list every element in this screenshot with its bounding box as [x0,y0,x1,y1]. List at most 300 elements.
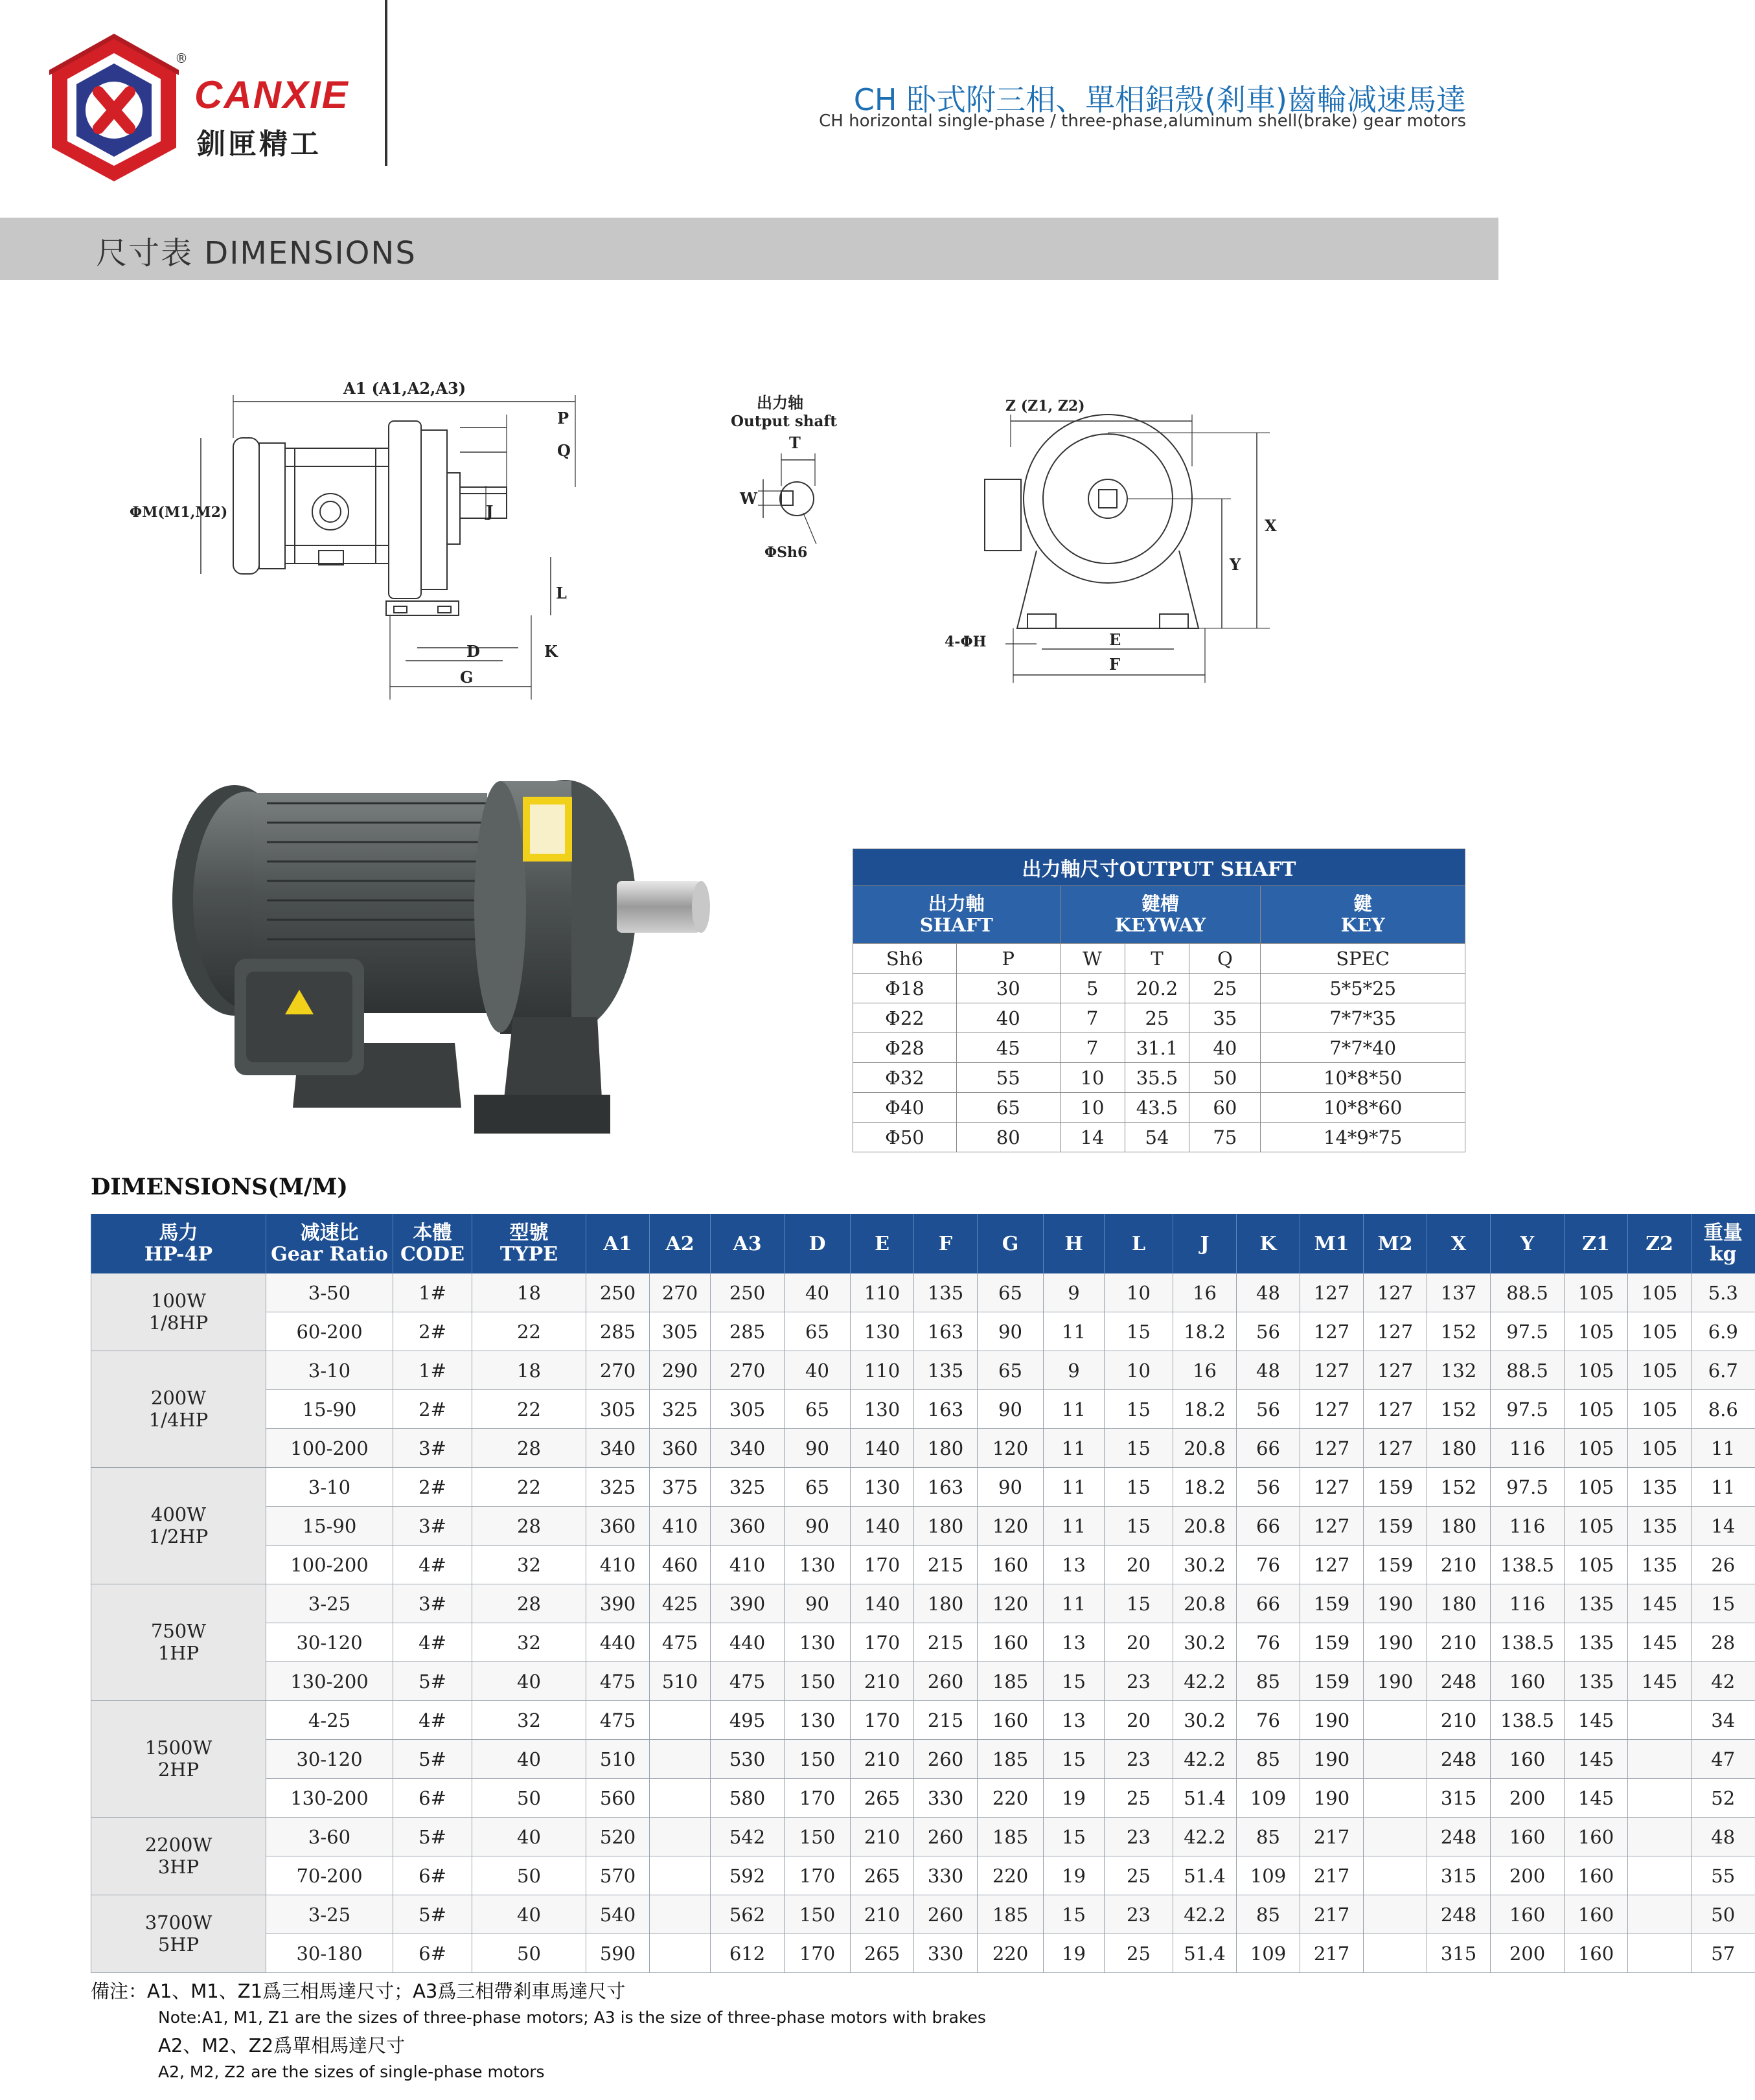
dimensions-cell: 40 [472,1818,586,1856]
dimensions-cell: 20 [1105,1701,1173,1740]
power-cell: 2200W 3HP [91,1818,266,1895]
dimensions-cell: 32 [472,1623,586,1662]
dimensions-cell: 325 [711,1468,785,1507]
power-cell: 1500W 2HP [91,1701,266,1818]
dimensions-cell: 190 [1300,1779,1364,1818]
dimensions-header-cell: 重量 kg [1692,1214,1755,1273]
dimensions-cell: 40 [472,1662,586,1701]
dimensions-cell: 130 [851,1390,914,1429]
dimensions-cell: 4# [393,1546,472,1584]
dimensions-cell: 97.5 [1491,1312,1565,1351]
dimensions-cell: 23 [1105,1662,1173,1701]
dimensions-cell: 9 [1044,1273,1105,1312]
dimensions-row [91,1818,1755,1856]
dimensions-cell: 18.2 [1173,1312,1237,1351]
dimensions-cell: 11 [1044,1507,1105,1546]
dimensions-cell: 137 [1427,1273,1491,1312]
dimensions-cell: 510 [650,1662,711,1701]
dimensions-cell: 325 [586,1468,650,1507]
power-cell: 750W 1HP [91,1584,266,1701]
dimensions-cell: 1# [393,1351,472,1390]
dimensions-cell: 110 [851,1273,914,1312]
dimensions-cell: 248 [1427,1895,1491,1934]
dimensions-cell: 200 [1491,1779,1565,1818]
dimensions-cell: 76 [1237,1701,1300,1740]
dimensions-cell: 105 [1628,1312,1692,1351]
dim-label-e: E [1109,630,1121,649]
dimensions-cell: 210 [1427,1623,1491,1662]
dimensions-header-cell: Z1 [1565,1214,1628,1273]
dimensions-cell: 217 [1300,1856,1364,1895]
dimensions-cell: 210 [851,1895,914,1934]
dim-label-k: K [544,642,558,661]
dimensions-cell: 105 [1628,1351,1692,1390]
dimensions-cell: 50 [472,1934,586,1973]
output-shaft-cell: 5 [1060,974,1125,1003]
dimensions-header-cell: K [1237,1214,1300,1273]
dimensions-cell: 163 [914,1312,978,1351]
dimensions-cell: 105 [1565,1546,1628,1584]
output-shaft-cell: 14*9*75 [1261,1123,1465,1152]
dimensions-cell: 190 [1364,1662,1427,1701]
output-shaft-cell: Φ28 [853,1033,957,1063]
dimensions-cell: 28 [472,1584,586,1623]
dimensions-cell: 48 [1237,1273,1300,1312]
dim-label-f: F [1109,655,1121,674]
dimensions-cell: 460 [650,1546,711,1584]
dimensions-cell: 410 [650,1507,711,1546]
dimensions-cell: 105 [1565,1507,1628,1546]
dimensions-cell: 248 [1427,1662,1491,1701]
dimensions-row [91,1390,1755,1429]
dimensions-cell: 30-120 [266,1623,393,1662]
dimensions-cell: 6# [393,1779,472,1818]
dimensions-cell: 127 [1300,1429,1364,1468]
dimensions-cell: 152 [1427,1468,1491,1507]
dimensions-cell: 48 [1237,1351,1300,1390]
dimensions-row [91,1273,1755,1312]
dimensions-row [91,1312,1755,1351]
dimensions-cell: 138.5 [1491,1623,1565,1662]
dimensions-cell: 42.2 [1173,1662,1237,1701]
dimensions-cell: 127 [1300,1468,1364,1507]
dimensions-row [91,1779,1755,1818]
dimensions-cell: 16 [1173,1273,1237,1312]
note-line-2: Note:A1, M1, Z1 are the sizes of three-phase motors; A3 is the size of three-phase motors with brakes [158,2008,986,2027]
dimensions-header-cell: A2 [650,1214,711,1273]
dimensions-cell: 265 [851,1856,914,1895]
dimensions-cell: 5# [393,1662,472,1701]
dimensions-cell: 127 [1300,1507,1364,1546]
output-shaft-cell: Φ50 [853,1123,957,1152]
dimensions-cell: 48 [1692,1818,1755,1856]
output-shaft-cell: 31.1 [1125,1033,1189,1063]
dimensions-cell: 70-200 [266,1856,393,1895]
dim-label-4h: 4-ΦH [945,633,987,650]
dimensions-cell: 475 [586,1701,650,1740]
dimensions-cell: 10 [1105,1351,1173,1390]
dimensions-cell: 65 [785,1312,851,1351]
output-shaft-cell: 7 [1060,1033,1125,1063]
dimensions-header-cell: M1 [1300,1214,1364,1273]
dimensions-cell: 11 [1044,1390,1105,1429]
output-shaft-column-header: SPEC [1261,944,1465,974]
dimensions-cell: 220 [978,1856,1044,1895]
dim-label-p: P [557,409,569,428]
dimensions-row [91,1468,1755,1507]
dimensions-cell: 65 [978,1273,1044,1312]
dimensions-cell: 390 [586,1584,650,1623]
dimensions-cell: 6# [393,1856,472,1895]
dimensions-cell: 55 [1692,1856,1755,1895]
dim-label-phi-m: ΦM(M1,M2) [130,504,228,521]
dimensions-cell: 185 [978,1662,1044,1701]
dimensions-cell: 160 [978,1701,1044,1740]
front-view-drawing [933,389,1296,687]
dimensions-cell: 250 [711,1273,785,1312]
dimensions-cell: 18 [472,1273,586,1312]
output-shaft-cell: 75 [1189,1123,1261,1152]
dimensions-cell: 42.2 [1173,1740,1237,1779]
dimensions-cell: 150 [785,1740,851,1779]
output-shaft-row [853,1093,1465,1123]
dimensions-cell: 50 [472,1779,586,1818]
motor-photo [150,771,733,1159]
dimensions-cell: 8.6 [1692,1390,1755,1429]
dimensions-cell: 11 [1692,1429,1755,1468]
dimensions-cell: 159 [1364,1507,1427,1546]
dimensions-cell: 440 [586,1623,650,1662]
output-shaft-cell: 10 [1060,1093,1125,1123]
dimensions-cell: 105 [1565,1429,1628,1468]
dimensions-cell: 42.2 [1173,1818,1237,1856]
dimensions-cell: 15 [1044,1895,1105,1934]
dimensions-cell: 150 [785,1662,851,1701]
brand-name: CANXIE [194,73,349,117]
dimensions-cell: 138.5 [1491,1701,1565,1740]
dimensions-cell: 90 [785,1507,851,1546]
output-shaft-cell: 10 [1060,1063,1125,1093]
group-keyway: 鍵槽 KEYWAY [1060,886,1261,944]
dimensions-cell: 127 [1364,1312,1427,1351]
section-title: 尺寸表 DIMENSIONS [96,235,417,271]
dimensions-cell [650,1701,711,1740]
dimensions-cell: 135 [914,1351,978,1390]
dimensions-cell: 200 [1491,1856,1565,1895]
dimensions-cell: 85 [1237,1740,1300,1779]
dimensions-cell: 135 [914,1273,978,1312]
dimensions-header-row [91,1214,1755,1273]
page-title-en: CH horizontal single-phase / three-phase,aluminum shell(brake) gear motors [819,111,1466,131]
dimensions-cell: 217 [1300,1934,1364,1973]
dimensions-cell: 66 [1237,1507,1300,1546]
dimensions-cell: 140 [851,1429,914,1468]
dimensions-cell: 66 [1237,1584,1300,1623]
dimensions-cell: 185 [978,1895,1044,1934]
dimensions-cell: 30-120 [266,1740,393,1779]
dimensions-cell: 3# [393,1507,472,1546]
dimensions-header-cell: A1 [586,1214,650,1273]
dimensions-cell [1628,1701,1692,1740]
dimensions-row [91,1546,1755,1584]
dim-label-g: G [460,668,474,687]
dimensions-cell: 4# [393,1623,472,1662]
dimensions-row [91,1429,1755,1468]
dimensions-cell: 85 [1237,1818,1300,1856]
dimensions-cell: 4-25 [266,1701,393,1740]
dimensions-cell: 66 [1237,1429,1300,1468]
dimensions-cell [1628,1895,1692,1934]
dimensions-cell: 22 [472,1468,586,1507]
dimensions-cell: 562 [711,1895,785,1934]
output-shaft-cell: 80 [956,1123,1060,1152]
output-shaft-column-header: Sh6 [853,944,957,974]
dimensions-cell: 200 [1491,1934,1565,1973]
dimensions-cell: 130-200 [266,1779,393,1818]
dimensions-cell: 50 [1692,1895,1755,1934]
dimensions-cell: 30.2 [1173,1623,1237,1662]
dimensions-cell: 180 [1427,1507,1491,1546]
dim-label-d: D [466,642,480,661]
dimensions-cell: 217 [1300,1895,1364,1934]
dimensions-cell: 85 [1237,1662,1300,1701]
dimensions-cell: 120 [978,1507,1044,1546]
dimensions-header-cell: Z2 [1628,1214,1692,1273]
dimensions-cell: 23 [1105,1818,1173,1856]
dimensions-cell: 127 [1300,1273,1364,1312]
dimensions-cell: 105 [1628,1429,1692,1468]
output-shaft-cell: 35 [1189,1003,1261,1033]
dimensions-cell: 540 [586,1895,650,1934]
dim-label-q: Q [557,441,571,460]
dimensions-cell: 170 [785,1934,851,1973]
shaft-label-t: T [789,433,801,452]
dimensions-cell: 315 [1427,1779,1491,1818]
dimensions-cell: 28 [472,1429,586,1468]
dimensions-cell: 97.5 [1491,1468,1565,1507]
dimensions-cell: 85 [1237,1895,1300,1934]
dimensions-header-cell: 型號 TYPE [472,1214,586,1273]
dimensions-cell: 51.4 [1173,1779,1237,1818]
dimensions-cell: 160 [1491,1818,1565,1856]
dimensions-cell: 120 [978,1429,1044,1468]
shaft-label-sh6: ΦSh6 [764,544,808,561]
dimensions-cell: 150 [785,1818,851,1856]
dimensions-cell: 340 [711,1429,785,1468]
dimensions-cell: 315 [1427,1856,1491,1895]
dimensions-cell: 105 [1565,1273,1628,1312]
dimensions-header-cell: 馬力 HP-4P [91,1214,266,1273]
dimensions-cell: 340 [586,1429,650,1468]
dimensions-cell: 32 [472,1701,586,1740]
dimensions-cell [1628,1818,1692,1856]
dimensions-cell: 160 [1565,1895,1628,1934]
dimensions-cell: 190 [1300,1740,1364,1779]
dimensions-cell: 15 [1044,1740,1105,1779]
dimensions-cell: 105 [1565,1390,1628,1429]
group-key: 鍵 KEY [1261,886,1465,944]
dimensions-cell: 15 [1105,1468,1173,1507]
dimensions-header-cell: J [1173,1214,1237,1273]
dimensions-cell: 19 [1044,1779,1105,1818]
power-cell: 200W 1/4HP [91,1351,266,1468]
output-shaft-cell: 43.5 [1125,1093,1189,1123]
dimensions-cell: 109 [1237,1779,1300,1818]
dimensions-cell: 20 [1105,1546,1173,1584]
dimensions-cell [1628,1856,1692,1895]
output-shaft-cell: 10*8*50 [1261,1063,1465,1093]
dimensions-cell: 159 [1300,1584,1364,1623]
dimensions-header-cell: D [785,1214,851,1273]
dimensions-cell: 40 [472,1895,586,1934]
dimensions-cell: 20 [1105,1623,1173,1662]
dimensions-cell: 270 [586,1351,650,1390]
dimensions-cell: 130 [785,1701,851,1740]
dimensions-cell: 60-200 [266,1312,393,1351]
dimensions-cell: 13 [1044,1546,1105,1584]
dimensions-cell: 185 [978,1740,1044,1779]
dimensions-cell: 127 [1364,1429,1427,1468]
dimensions-cell: 56 [1237,1390,1300,1429]
dimensions-cell: 23 [1105,1740,1173,1779]
output-shaft-cell: Φ22 [853,1003,957,1033]
dimensions-cell: 260 [914,1740,978,1779]
dimensions-cell: 360 [586,1507,650,1546]
dimensions-cell: 28 [1692,1623,1755,1662]
dimensions-cell: 3# [393,1429,472,1468]
dimensions-cell: 56 [1237,1312,1300,1351]
dimensions-cell: 270 [650,1273,711,1312]
dimensions-cell: 32 [472,1546,586,1584]
dimensions-cell: 248 [1427,1740,1491,1779]
dimensions-cell: 3-25 [266,1584,393,1623]
dimensions-cell [650,1818,711,1856]
dimensions-cell: 65 [785,1390,851,1429]
header-divider [385,0,387,166]
dimensions-cell: 410 [711,1546,785,1584]
dimensions-cell: 30.2 [1173,1701,1237,1740]
dimensions-cell: 152 [1427,1312,1491,1351]
dim-label-y: Y [1230,555,1241,574]
dimensions-cell: 542 [711,1818,785,1856]
dimensions-cell: 170 [785,1856,851,1895]
output-shaft-cell: Φ18 [853,974,957,1003]
dimensions-cell: 210 [851,1662,914,1701]
dimensions-cell: 2# [393,1390,472,1429]
dimensions-cell: 76 [1237,1623,1300,1662]
output-shaft-row [853,1063,1465,1093]
dimensions-cell: 28 [472,1507,586,1546]
output-shaft-cell: Φ32 [853,1063,957,1093]
dimensions-cell [1364,1934,1427,1973]
dimensions-cell [650,1779,711,1818]
page-title-cn: CH 卧式附三相、單相鋁殼(剎車)齒輪减速馬達 [853,82,1466,117]
dim-label-a1: A1 (A1,A2,A3) [343,379,466,398]
dimensions-cell [1364,1779,1427,1818]
dimensions-cell [1364,1818,1427,1856]
dimensions-cell: 305 [586,1390,650,1429]
dimensions-cell: 159 [1300,1623,1364,1662]
dimensions-cell: 127 [1364,1390,1427,1429]
dim-label-j: J [486,502,494,521]
dimensions-cell: 30.2 [1173,1546,1237,1584]
dimensions-cell: 560 [586,1779,650,1818]
dimensions-cell: 19 [1044,1934,1105,1973]
dimensions-cell: 215 [914,1701,978,1740]
dimensions-cell: 330 [914,1934,978,1973]
dimensions-cell: 130 [785,1623,851,1662]
dimensions-cell: 180 [1427,1429,1491,1468]
shaft-label-w: W [740,489,757,508]
dimensions-row [91,1507,1755,1546]
dimensions-table [91,1214,1755,1973]
dimensions-cell [1628,1934,1692,1973]
output-shaft-column-header: P [956,944,1060,974]
dimensions-cell: 210 [1427,1701,1491,1740]
output-shaft-column-header: W [1060,944,1125,974]
dimensions-cell: 127 [1300,1351,1364,1390]
power-cell: 100W 1/8HP [91,1273,266,1351]
power-cell: 400W 1/2HP [91,1468,266,1584]
output-shaft-group-row [853,886,1465,944]
power-cell: 3700W 5HP [91,1895,266,1973]
dimensions-cell: 3-60 [266,1818,393,1856]
dimensions-header-cell: F [914,1214,978,1273]
dimensions-cell: 3-50 [266,1273,393,1312]
dimensions-row [91,1351,1755,1390]
dimensions-cell: 159 [1300,1662,1364,1701]
dimensions-cell: 20.8 [1173,1507,1237,1546]
dimensions-cell: 130 [851,1468,914,1507]
output-shaft-table [853,849,1465,1152]
dimensions-cell: 170 [851,1546,914,1584]
dimensions-cell: 130 [851,1312,914,1351]
dimensions-cell: 40 [472,1740,586,1779]
dimensions-cell: 580 [711,1779,785,1818]
dimensions-cell: 570 [586,1856,650,1895]
dimensions-cell: 2# [393,1468,472,1507]
dimensions-cell: 15 [1105,1429,1173,1468]
dimensions-cell: 185 [978,1818,1044,1856]
dimensions-cell: 135 [1565,1662,1628,1701]
dimensions-cell: 510 [586,1740,650,1779]
dimensions-cell: 47 [1692,1740,1755,1779]
dimensions-cell: 19 [1044,1856,1105,1895]
dimensions-cell: 50 [472,1856,586,1895]
dimensions-cell: 265 [851,1779,914,1818]
side-view-drawing [130,376,622,713]
dimensions-cell: 135 [1628,1468,1692,1507]
dimensions-cell: 18.2 [1173,1390,1237,1429]
dimensions-cell [1364,1740,1427,1779]
dimensions-cell: 127 [1300,1390,1364,1429]
dimensions-cell: 160 [1491,1662,1565,1701]
dimensions-cell: 40 [785,1351,851,1390]
dimensions-row [91,1584,1755,1623]
output-shaft-cell: 5*5*25 [1261,974,1465,1003]
canxie-logo-icon [49,34,179,184]
dimensions-cell: 42.2 [1173,1895,1237,1934]
dimensions-cell [1364,1856,1427,1895]
dimensions-cell: 22 [472,1390,586,1429]
dimensions-cell: 13 [1044,1701,1105,1740]
dimensions-cell: 360 [711,1507,785,1546]
dimensions-cell: 160 [1491,1740,1565,1779]
dimensions-cell: 592 [711,1856,785,1895]
dimensions-cell: 100-200 [266,1546,393,1584]
dimensions-cell: 305 [650,1312,711,1351]
dimensions-cell: 116 [1491,1584,1565,1623]
